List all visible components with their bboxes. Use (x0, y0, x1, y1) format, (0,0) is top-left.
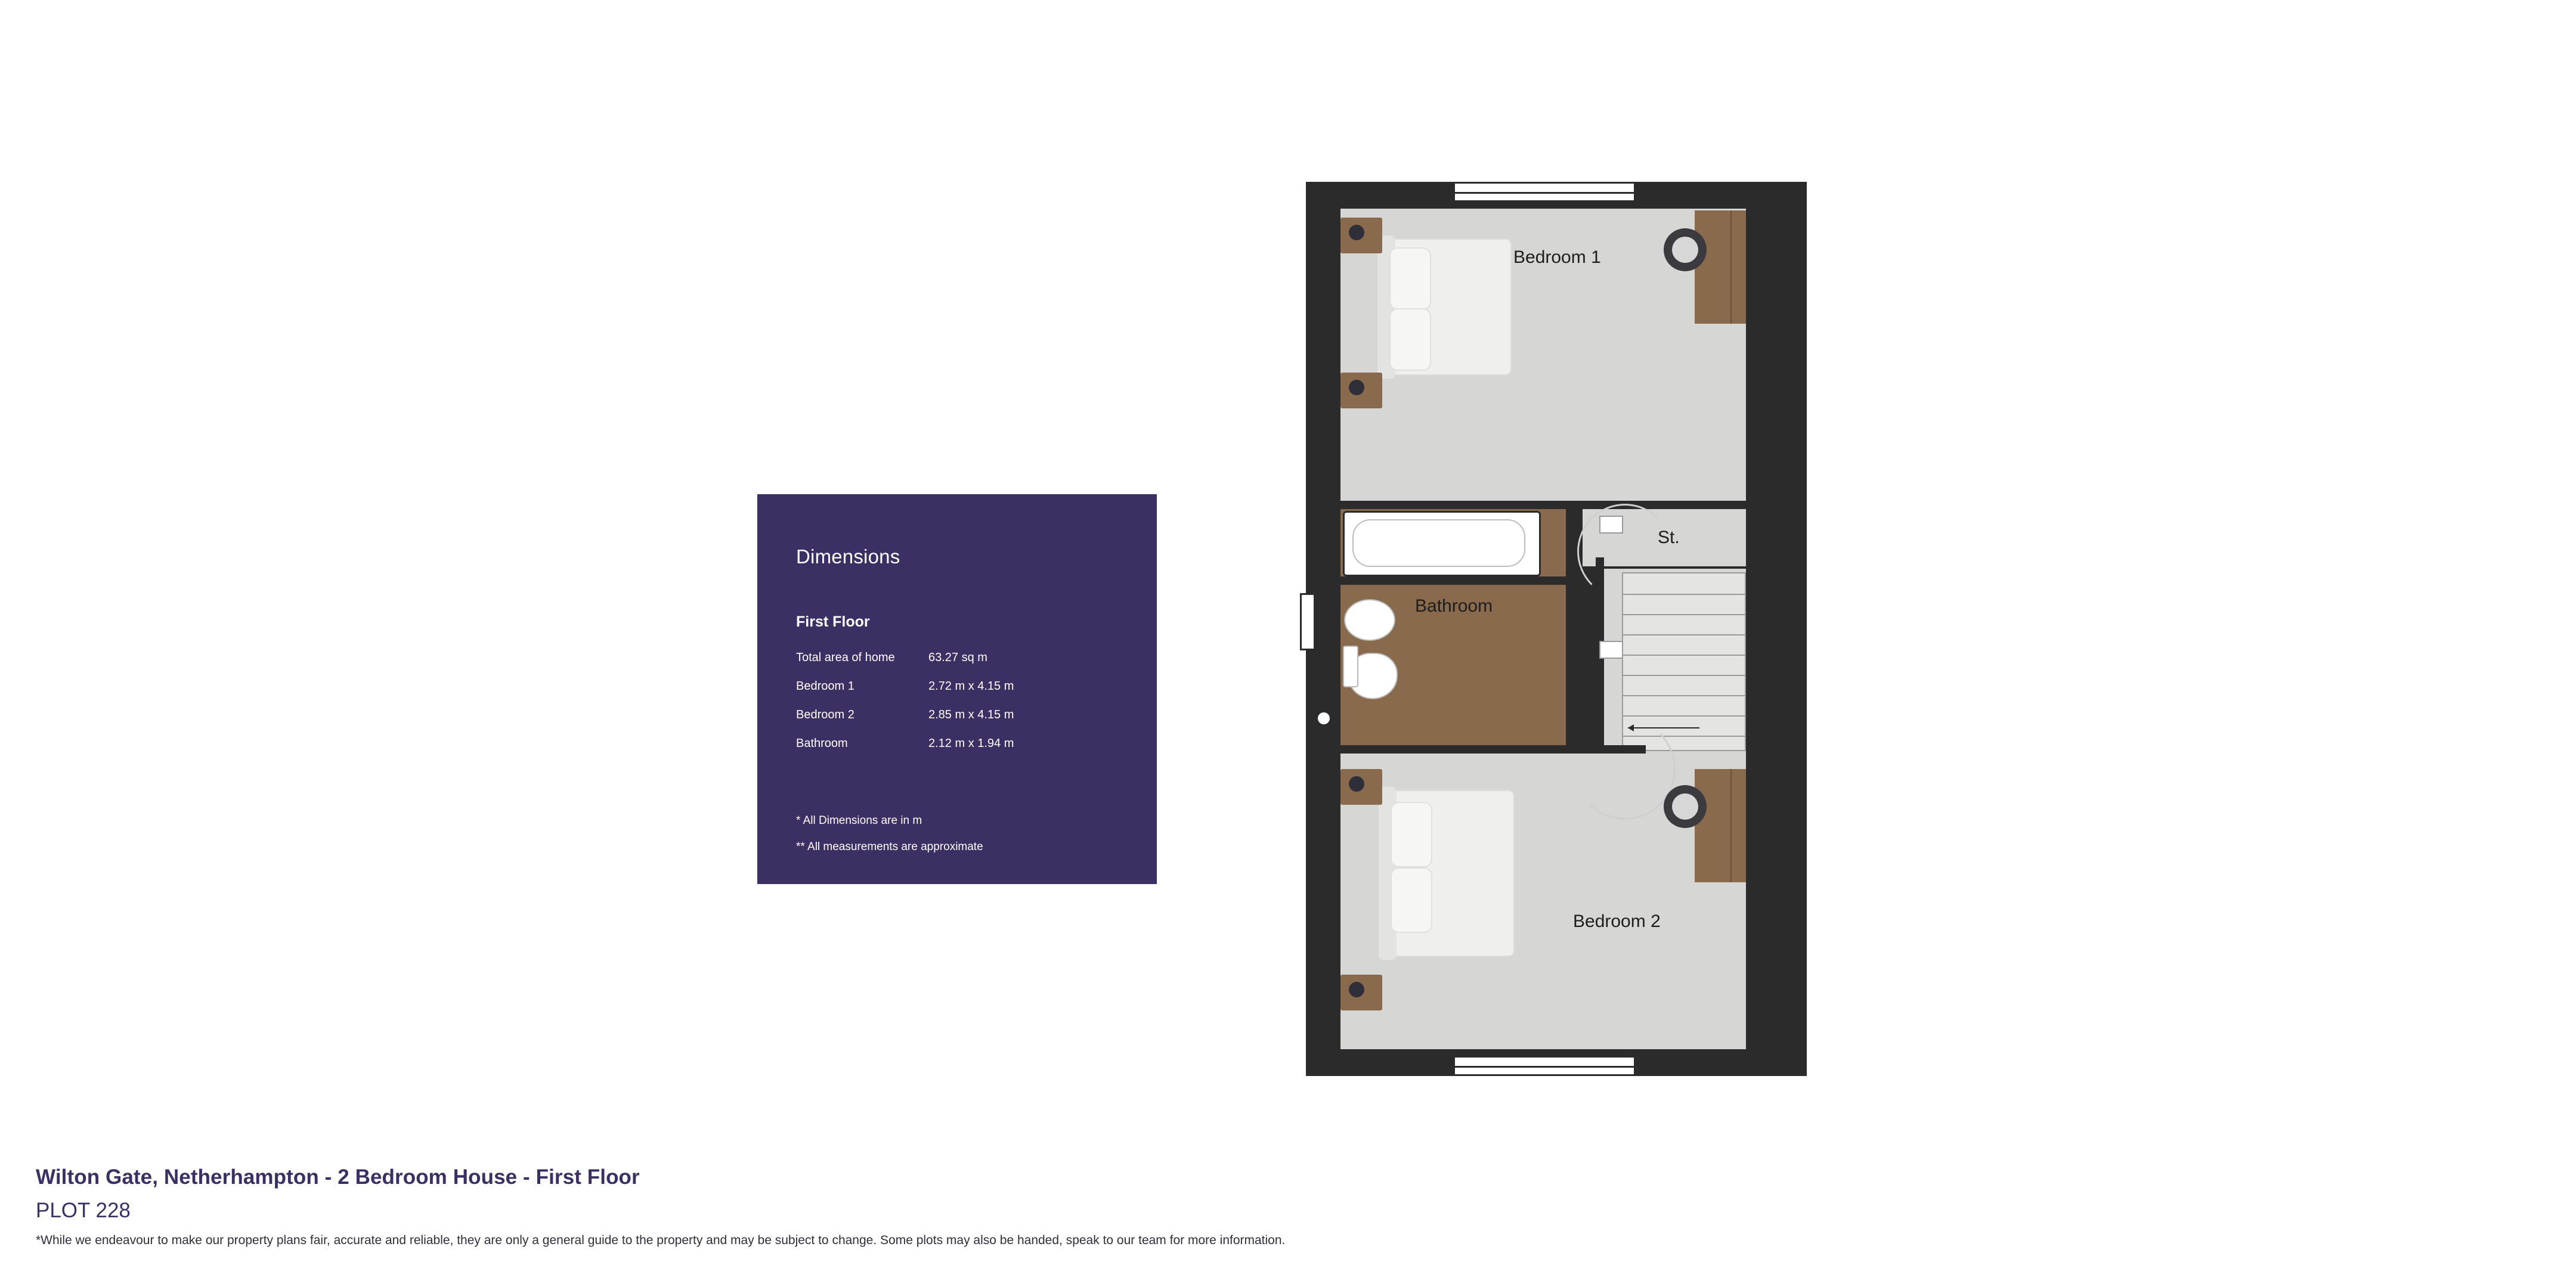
pillow (1391, 867, 1432, 933)
room-label-storage: St. (1658, 528, 1680, 547)
dimension-value: 2.85 m x 4.15 m (928, 708, 1014, 721)
dimension-label: Bathroom (796, 736, 848, 750)
dimension-label: Total area of home (796, 650, 895, 664)
toilet-cistern (1343, 646, 1358, 687)
interior-wall (1596, 557, 1604, 677)
sink (1344, 599, 1395, 641)
pillow (1389, 247, 1431, 310)
cupboard-door (1599, 516, 1623, 534)
chair-seat (1672, 237, 1698, 263)
lamp (1349, 225, 1364, 240)
interior-wall (1340, 745, 1574, 754)
interior-wall (1340, 576, 1574, 585)
table-row (796, 729, 1118, 758)
room-label-bedroom-1: Bedroom 1 (1513, 247, 1601, 267)
pillow (1391, 802, 1432, 867)
dimensions-table (796, 643, 1118, 758)
dimension-label: Bedroom 2 (796, 708, 854, 721)
dimension-value: 2.12 m x 1.94 m (928, 736, 1014, 750)
lamp (1349, 776, 1364, 792)
table-row (796, 643, 1118, 672)
floorplan-graphic (1306, 182, 1807, 1076)
plot-number: PLOT 228 (36, 1199, 131, 1222)
dimensions-note: * All Dimensions are in m (796, 814, 922, 827)
wardrobe-bedroom-2 (1695, 769, 1746, 882)
table-row (796, 672, 1118, 700)
dimensions-note: ** All measurements are approximate (796, 841, 983, 853)
window-bottom (1455, 1056, 1634, 1076)
window-top (1455, 182, 1634, 202)
chair-seat (1672, 793, 1698, 820)
dimensions-floor-label: First Floor (796, 613, 870, 630)
room-label-bathroom: Bathroom (1415, 596, 1493, 616)
page-title: Wilton Gate, Netherhampton - 2 Bedroom House - First Floor (36, 1165, 640, 1189)
dimension-value: 2.72 m x 4.15 m (928, 679, 1014, 693)
interior-wall (1566, 509, 1574, 754)
dimensions-notes (796, 814, 1130, 867)
dimension-value: 63.27 sq m (928, 650, 987, 664)
cupboard-door (1599, 641, 1623, 659)
disclaimer-text: *While we endeavour to make our property plans fair, accurate and reliable, they are only a general guide to the property and may be subject to change. Some plots may also be handed, speak to our team for more information. (36, 1233, 1286, 1247)
wardrobe-bedroom-1 (1695, 210, 1746, 324)
light-switch (1318, 712, 1330, 724)
bathtub-basin (1352, 519, 1525, 567)
lamp (1349, 380, 1364, 395)
interior-wall (1574, 501, 1746, 509)
footer (36, 1165, 2540, 1248)
dimensions-panel (757, 494, 1157, 884)
door-swing-bedroom-2 (1574, 718, 1676, 820)
landing-window (1300, 593, 1315, 650)
room-label-bedroom-2: Bedroom 2 (1573, 911, 1661, 931)
dimensions-title: Dimensions (796, 545, 900, 568)
interior-wall (1340, 501, 1574, 509)
lamp (1349, 982, 1364, 997)
dimension-label: Bedroom 1 (796, 679, 854, 693)
pillow (1389, 308, 1431, 371)
table-row (796, 700, 1118, 729)
